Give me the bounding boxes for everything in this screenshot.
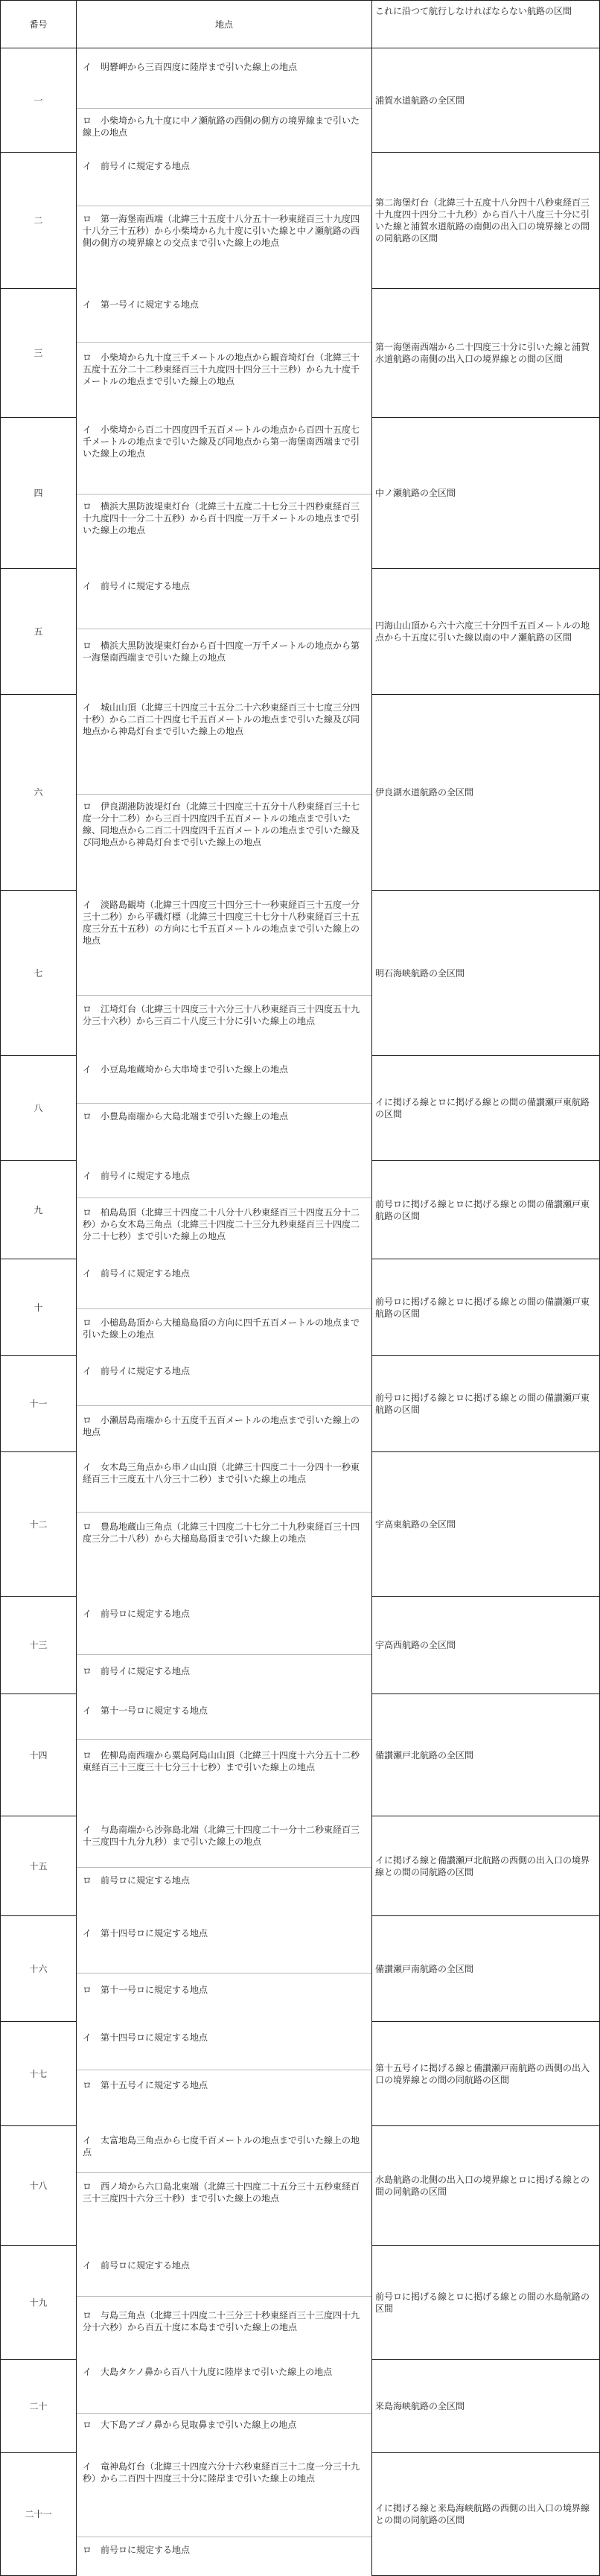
row-route-section: 第十五号イに掲げる線と備讃瀬戸南航路の西側の出入口の境界線との間の同航路の区間 (372, 2022, 600, 2126)
row-route-section: 伊良湖水道航路の全区間 (372, 695, 600, 891)
point-ro: ロ 横浜大黒防波堤東灯台（北緯三十五度二十七分三十四秒東経百三十九度四十一分二十五秒）から百十四度一万千メートルの地点まで引いた線上の地点 (83, 501, 360, 535)
point-divider (77, 995, 371, 996)
row-points (77, 695, 372, 891)
row-route-section: 第二海堡灯台（北緯三十五度十八分四十八秒東経百三十九度四十四分二十九秒）から百八十八度三十分に引いた線と浦賀水道航路の南側の出入口の境界線との間の同航路の区間 (372, 153, 600, 289)
row-route-section: 前号ロに掲げる線とロに掲げる線との間の水島航路の区間 (372, 2246, 600, 2360)
point-i: イ 明礬岬から三百四度に陸岸まで引いた線上の地点 (83, 62, 298, 72)
row-number: 四 (0, 418, 77, 569)
row-points (77, 1056, 372, 1161)
point-i: イ 女木島三角点から串ノ山山頂（北緯三十四度二十一分四十一秒東経百三十三度五十八分三十二秒）まで引いた線上の地点 (83, 1462, 360, 1484)
point-divider (77, 1654, 371, 1655)
row-points (77, 1694, 372, 1816)
point-ro: ロ 前号ロに規定する地点 (83, 2545, 191, 2555)
row-points (77, 153, 372, 289)
row-points (77, 2246, 372, 2360)
point-i: イ 小豆島地蔵埼から大串埼まで引いた線上の地点 (83, 1064, 289, 1075)
point-divider (77, 2296, 371, 2297)
row-number: 十二 (0, 1452, 77, 1597)
point-divider (77, 2413, 371, 2414)
point-i: イ 前号ロに規定する地点 (83, 2260, 191, 2271)
point-ro: ロ 西ノ埼から六口島北東端（北緯三十四度二十五分三十五秒東経百三十三度四十六分三十秒）まで引いた線上の地点 (83, 2181, 360, 2204)
row-points (77, 1259, 372, 1356)
row-number: 二 (0, 153, 77, 289)
row-number: 十五 (0, 1816, 77, 1916)
point-divider (77, 1739, 371, 1740)
point-divider (77, 1308, 371, 1309)
point-i: イ 小柴埼から百二十四度四千五百メートルの地点から百四十五度七千メートルの地点まで引いた線及び同地点から第一海堡南西端まで引いた線上の地点 (83, 424, 360, 459)
point-divider (77, 1973, 371, 1974)
row-route-section: 備讃瀬戸北航路の全区間 (372, 1694, 600, 1816)
row-points (77, 1597, 372, 1694)
point-i: イ 淡路島観埼（北緯三十四度三十四分三十一秒東経百三十五度一分三十二秒）から平磯灯標（北緯三十四度三十七分十八秒東経百三十五度三分五十五秒）の方向に七千五百メートルの地点まで引いた線上の地点 (83, 900, 360, 946)
point-i: イ 前号イに規定する地点 (83, 581, 191, 591)
point-divider (77, 794, 371, 795)
row-route-section: 宇高西航路の全区間 (372, 1597, 600, 1694)
point-divider (77, 1103, 371, 1104)
row-route-section: 中ノ瀬航路の全区間 (372, 418, 600, 569)
row-route-section: 円海山山頂から六十六度三十分四千五百メートルの地点から十五度に引いた線以南の中ノ瀬航路の区間 (372, 569, 600, 695)
point-divider (77, 1512, 371, 1513)
row-number: 一 (0, 48, 77, 153)
row-number: 三 (0, 289, 77, 418)
point-i: イ 城山山頂（北緯三十四度三十五分二十六秒東経百三十七度三分四十秒）から二百二十四度七千五百メートルの地点まで引いた線及び同地点から神島灯台まで引いた線上の地点 (83, 702, 360, 737)
point-divider (77, 1405, 371, 1406)
row-number: 二十 (0, 2360, 77, 2453)
point-ro: ロ 小槌島島頂から大槌島島頂の方向に四千五百メートルの地点まで引いた線上の地点 (83, 1317, 360, 1340)
row-number: 十七 (0, 2022, 77, 2126)
point-i: イ 与島南端から沙弥島北端（北緯三十四度二十一分十二秒東経百三十三度四十九分九秒）まで引いた線上の地点 (83, 1825, 360, 1847)
point-ro: ロ 小瀬居島南端から十五度千五百メートルの地点まで引いた線上の地点 (83, 1415, 360, 1437)
row-points (77, 1816, 372, 1916)
row-number: 九 (0, 1161, 77, 1259)
row-number: 八 (0, 1056, 77, 1161)
row-number: 十六 (0, 1916, 77, 2022)
row-number: 十 (0, 1259, 77, 1356)
row-route-section: 来島海峡航路の全区間 (372, 2360, 600, 2453)
row-points (77, 48, 372, 153)
point-ro: ロ 与島三角点（北緯三十四度二十三分三十秒東経百三十三度四十九分十六秒）から百五十度に本島まで引いた線上の地点 (83, 2310, 360, 2332)
point-ro: ロ 前号ロに規定する地点 (83, 1875, 191, 1886)
row-points (77, 2126, 372, 2246)
row-number: 十一 (0, 1356, 77, 1452)
row-route-section: イに掲げる線とロに掲げる線との間の備讃瀬戸東航路の区間 (372, 1056, 600, 1161)
point-divider (77, 108, 371, 109)
row-number: 十九 (0, 2246, 77, 2360)
point-i: イ 前号イに規定する地点 (83, 1366, 191, 1376)
point-ro: ロ 小豊島南端から大島北端まで引いた線上の地点 (83, 1111, 289, 1122)
point-i: イ 前号イに規定する地点 (83, 161, 191, 171)
header-route: これに沿つて航行しなければならない航路の区間 (372, 0, 600, 48)
row-points (77, 289, 372, 418)
row-route-section: 備讃瀬戸南航路の全区間 (372, 1916, 600, 2022)
point-i: イ 竜神島灯台（北緯三十四度六分十六秒東経百三十二度一分三十九秒）から二百四十四度三十分に陸岸まで引いた線上の地点 (83, 2461, 360, 2484)
row-route-section: 第一海堡南西端から二十四度三十分に引いた線と浦賀水道航路の南側の出入口の境界線との間の区間 (372, 289, 600, 418)
row-route-section: 前号ロに掲げる線とロに掲げる線との間の備讃瀬戸東航路の区間 (372, 1356, 600, 1452)
row-points (77, 569, 372, 695)
point-ro: ロ 大下島アゴノ鼻から見取鼻まで引いた線上の地点 (83, 2420, 297, 2430)
row-route-section: 明石海峡航路の全区間 (372, 891, 600, 1056)
row-route-section: 水島航路の北側の出入口の境界線とロに掲げる線との間の同航路の区間 (372, 2126, 600, 2246)
point-i: イ 太富地島三角点から七度千百メートルの地点まで引いた線上の地点 (83, 2135, 360, 2157)
row-number: 五 (0, 569, 77, 695)
point-divider (77, 1867, 371, 1868)
point-i: イ 前号イに規定する地点 (83, 1268, 191, 1279)
point-i: イ 第十四号ロに規定する地点 (83, 1928, 208, 1939)
row-route-section: 前号ロに掲げる線とロに掲げる線との間の備讃瀬戸東航路の区間 (372, 1161, 600, 1259)
header-number: 番号 (0, 0, 77, 48)
row-route-section: 前号ロに掲げる線とロに掲げる線との間の備讃瀬戸東航路の区間 (372, 1259, 600, 1356)
point-ro: ロ 豊島地蔵山三角点（北緯三十四度二十七分二十九秒東経百三十四度三分二十八秒）から大槌島島頂まで引いた線上の地点 (83, 1521, 360, 1544)
point-i: イ 前号イに規定する地点 (83, 1171, 191, 1181)
point-ro: ロ 第十一号ロに規定する地点 (83, 1985, 208, 1995)
row-route-section: 宇高東航路の全区間 (372, 1452, 600, 1597)
point-i: イ 第一号イに規定する地点 (83, 299, 200, 310)
point-ro: ロ 柏島島頂（北緯三十四度二十八分十八秒東経百三十四度五分十二秒）から女木島三角点（北緯三十四度二十三分九秒東経百三十四度二分二十七秒）まで引いた線上の地点 (83, 1207, 360, 1241)
row-points (77, 891, 372, 1056)
row-points (77, 2453, 372, 2576)
row-number: 二十一 (0, 2453, 77, 2576)
point-divider (77, 342, 371, 343)
row-points (77, 1161, 372, 1259)
row-route-section: 浦賀水道航路の全区間 (372, 48, 600, 153)
point-ro: ロ 前号イに規定する地点 (83, 1666, 191, 1676)
point-ro: ロ 江埼灯台（北緯三十四度三十六分三十八秒東経百三十四度五十九分三十六秒）から三百二十八度三十分に引いた線上の地点 (83, 1004, 360, 1026)
point-ro: ロ 横浜大黒防波堤東灯台から百十四度一万千メートルの地点から第一海堡南西端まで引いた線上の地点 (83, 640, 360, 663)
point-ro: ロ 佐柳島南西端から粟島阿島山山頂（北緯三十四度十六分五十二秒東経百三十三度三十七分三十七秒）まで引いた線上の地点 (83, 1750, 360, 1772)
point-i: イ 第十四号ロに規定する地点 (83, 2032, 208, 2043)
row-points (77, 1916, 372, 2022)
point-i: イ 大島タケノ鼻から百八十九度に陸岸まで引いた線上の地点 (83, 2367, 333, 2377)
point-ro: ロ 第十五号イに規定する地点 (83, 2080, 208, 2090)
row-number: 六 (0, 695, 77, 891)
row-points (77, 1452, 372, 1597)
row-number: 十八 (0, 2126, 77, 2246)
row-number: 七 (0, 891, 77, 1056)
point-divider (77, 2172, 371, 2173)
row-points (77, 2360, 372, 2453)
point-i: イ 第十一号ロに規定する地点 (83, 1705, 208, 1716)
row-points (77, 1356, 372, 1452)
row-points (77, 418, 372, 569)
header-point: 地点 (77, 0, 372, 48)
point-ro: ロ 伊良湖港防波堤灯台（北緯三十四度三十五分十八秒東経百三十七度一分十二秒）から三百十四度四千五百メートルの地点まで引いた線、同地点から二百二十四度四千五百メートルの地点まで引いた線及び同地点から神島灯台まで引いた線上の地点 (83, 801, 360, 847)
row-number: 十四 (0, 1694, 77, 1816)
point-i: イ 前号ロに規定する地点 (83, 1609, 191, 1619)
row-number: 十三 (0, 1597, 77, 1694)
row-points (77, 2022, 372, 2126)
point-ro: ロ 第一海堡南西端（北緯三十五度十八分五十一秒東経百三十九度四十八分三十五秒）から小柴埼から九十度に引いた線と中ノ瀬航路の西側の側方の境界線との交点まで引いた線上の地点 (83, 214, 360, 248)
point-ro: ロ 小柴埼から九十度に中ノ瀬航路の西側の側方の境界線まで引いた線上の地点 (83, 115, 360, 138)
point-ro: ロ 小柴埼から九十度三千メートルの地点から観音埼灯台（北緯三十五度十五分二十二秒東経百三十九度四十四分三十三秒）から九十度千メートルの地点まで引いた線上の地点 (83, 352, 360, 387)
row-route-section: イに掲げる線と備讃瀬戸北航路の西側の出入口の境界線との間の同航路の区間 (372, 1816, 600, 1916)
row-route-section: イに掲げる線と来島海峡航路の西側の出入口の境界線との間の同航路の区間 (372, 2453, 600, 2576)
